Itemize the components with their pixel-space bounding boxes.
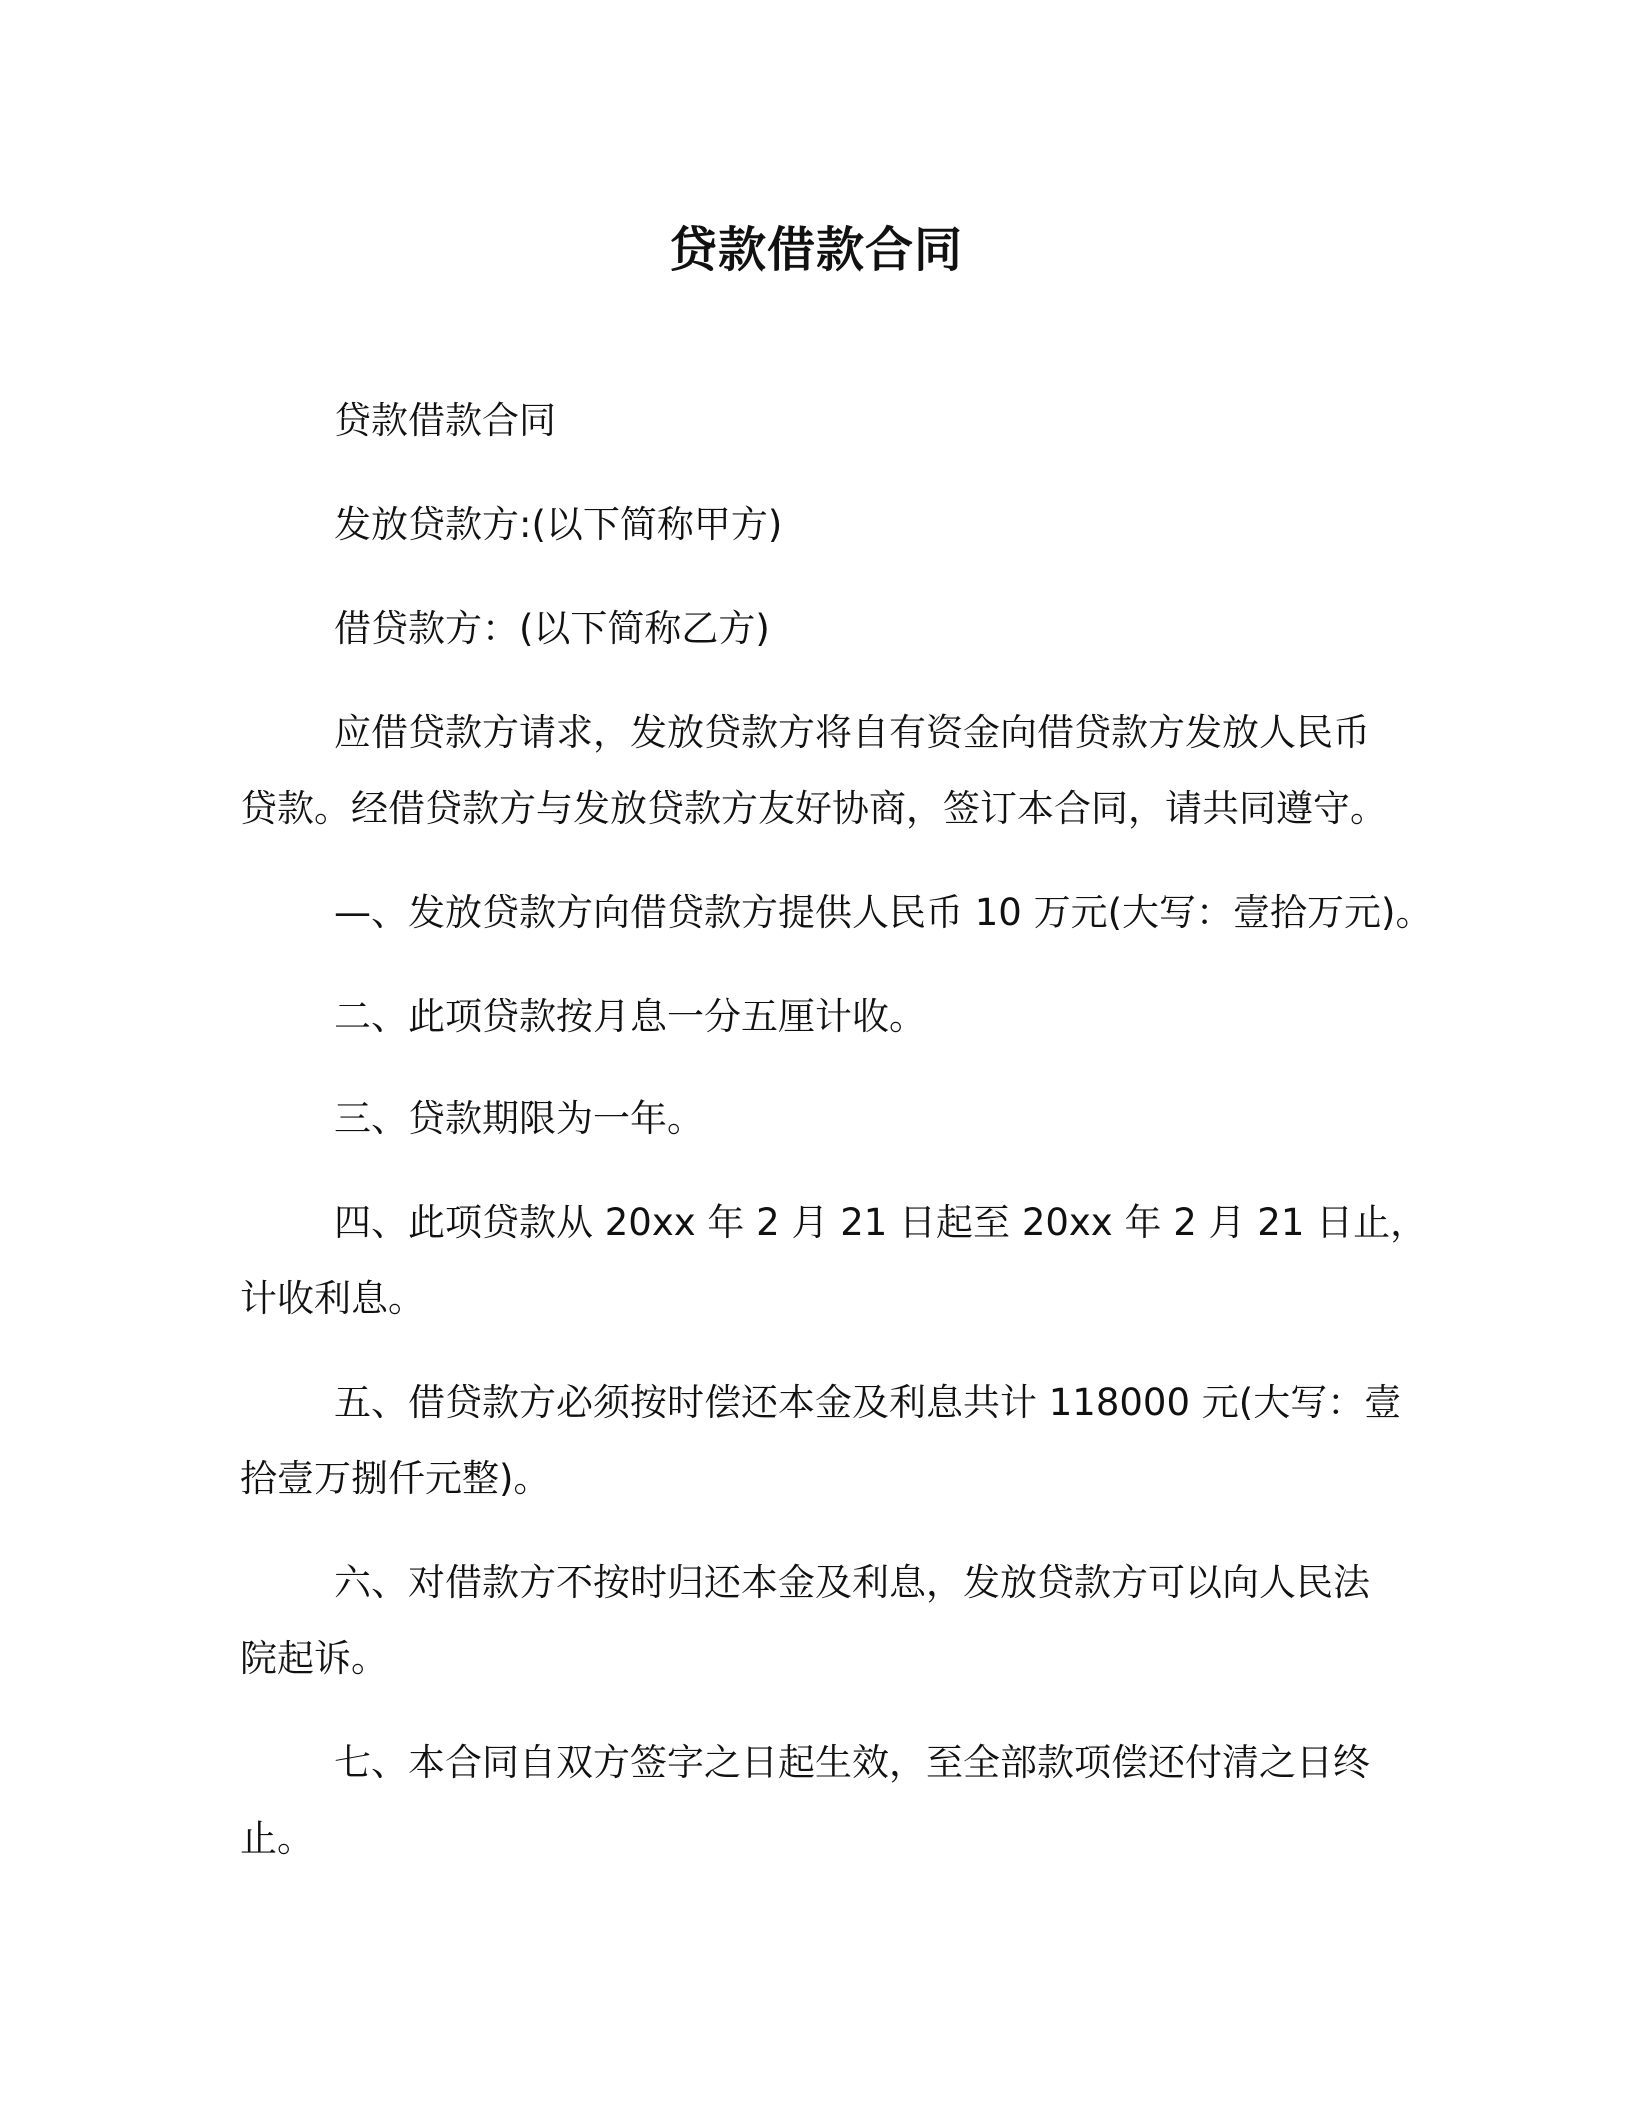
document-title: 贷款借款合同 [668,222,963,278]
clause-7-line-1: 七、本合同自双方签字之日起生效，至全部款项偿还付清之日终 [334,1741,1370,1784]
clause-6-line-1: 六、对借款方不按时归还本金及利息，发放贷款方可以向人民法 [334,1561,1370,1604]
clause-3: 三、贷款期限为一年。 [334,1097,704,1140]
preamble-line-1: 应借贷款方请求，发放贷款方将自有资金向借贷款方发放人民币 [334,711,1370,754]
borrower-line: 借贷款方：(以下简称乙方) [334,607,770,650]
clause-4-line-1: 四、此项贷款从 20xx 年 2 月 21 日起至 20xx 年 2 月 21 日止， [334,1201,1428,1244]
clause-5-line-2: 拾壹万捌仟元整)。 [240,1457,551,1500]
clause-5-line-1: 五、借贷款方必须按时偿还本金及利息共计 118000 元(大写：壹 [334,1381,1402,1424]
subtitle-line: 贷款借款合同 [334,399,556,442]
clause-7-line-2: 止。 [240,1817,314,1860]
preamble-line-2: 贷款。经借贷款方与发放贷款方友好协商，签订本合同，请共同遵守。 [240,787,1387,830]
lender-line: 发放贷款方:(以下简称甲方) [334,503,783,546]
clause-2: 二、此项贷款按月息一分五厘计收。 [334,995,926,1038]
clause-6-line-2: 院起诉。 [240,1637,388,1680]
clause-4-line-2: 计收利息。 [240,1277,425,1320]
clause-1: —、发放贷款方向借贷款方提供人民币 10 万元(大写：壹拾万元)。 [334,891,1433,934]
